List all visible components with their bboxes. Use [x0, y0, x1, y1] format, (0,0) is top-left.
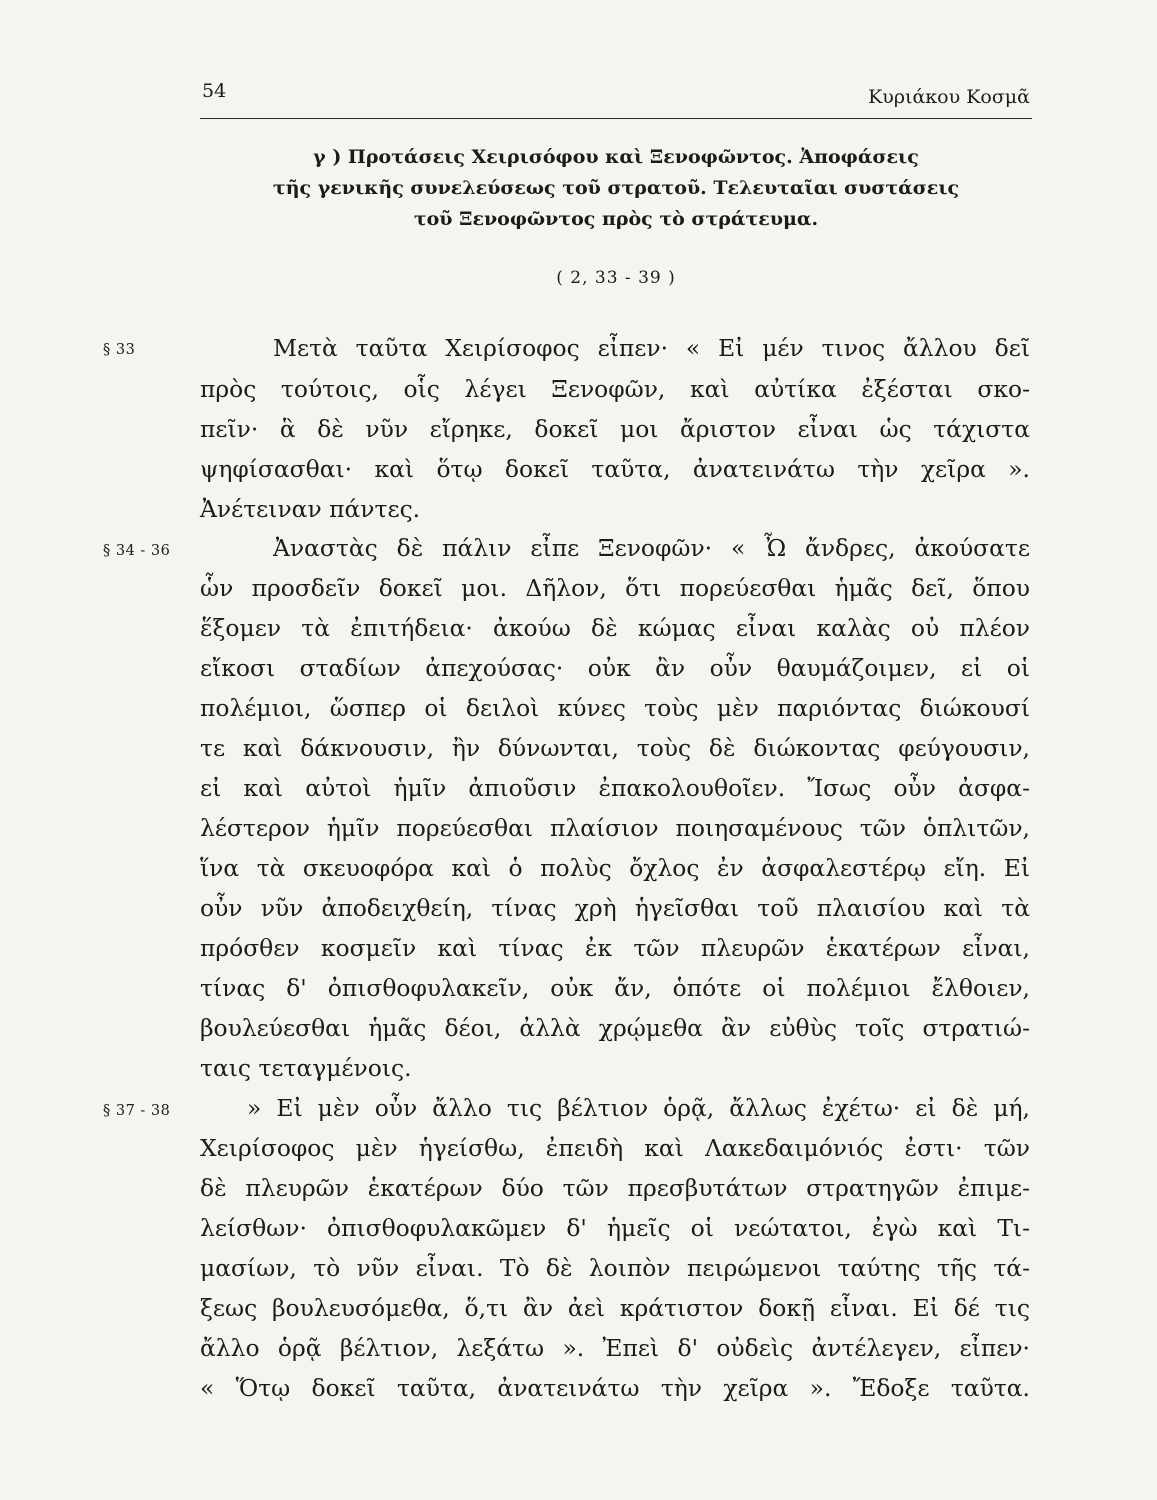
heading-line: τῆς γενικῆς συνελεύσεως τοῦ στρατοῦ. Τελευταῖαι συστάσεις [272, 177, 960, 199]
text-line: ὧν προσδεῖν δοκεῖ μοι. Δῆλον, ὅτι πορεύεσθαι ἡμᾶς δεῖ, ὅπου [200, 574, 1030, 602]
text-line: πρὸς τούτοις, οἷς λέγει Ξενοφῶν, καὶ αὐτίκα ἐξέσται σκο- [200, 375, 1030, 403]
page-number: 54 [202, 80, 227, 102]
text-line: πεῖν· ἃ δὲ νῦν εἴρηκε, δοκεῖ μοι ἄριστον εἶναι ὡς τάχιστα [200, 415, 1030, 443]
running-head: Κυριάκου Κοσμᾶ [868, 86, 1030, 108]
text-line: « Ὅτῳ δοκεῖ ταῦτα, ἀνατεινάτω τὴν χεῖρα ». Ἔδοξε ταῦτα. [200, 1374, 1030, 1402]
section-heading [200, 142, 1032, 235]
section-marker: § 33 [103, 342, 136, 358]
text-line: εἰ καὶ αὐτοὶ ἡμῖν ἀπιοῦσιν ἐπακολουθοῖεν. Ἴσως οὖν ἀσφα- [200, 774, 1030, 802]
text-line: Μετὰ ταῦτα Χειρίσοφος εἶπεν· « Εἰ μέν τινος ἄλλου δεῖ [273, 334, 1030, 362]
text-line: Ἀνέτειναν πάντες. [200, 495, 421, 523]
text-line: Ἀναστὰς δὲ πάλιν εἶπε Ξενοφῶν· « Ὦ ἄνδρες, ἀκούσατε [273, 534, 1030, 562]
text-line: οὖν νῦν ἀποδειχθείη, τίνας χρὴ ἡγεῖσθαι τοῦ πλαισίου καὶ τὰ [200, 894, 1030, 922]
text-line: λείσθων· ὀπισθοφυλακῶμεν δ' ἡμεῖς οἱ νεώτατοι, ἐγὼ καὶ Τι- [200, 1214, 1030, 1242]
text-line: ταις τεταγμένοις. [200, 1054, 412, 1082]
section-marker: § 34 - 36 [103, 543, 171, 559]
text-line: τε καὶ δάκνουσιν, ἢν δύνωνται, τοὺς δὲ διώκοντας φεύγουσιν, [200, 734, 1030, 762]
text-line: ξεως βουλευσόμεθα, ὅ,τι ἂν ἀεὶ κράτιστον δοκῇ εἶναι. Εἰ δέ τις [200, 1294, 1030, 1322]
page-header [200, 72, 1032, 119]
text-line: ἕξομεν τὰ ἐπιτήδεια· ἀκούω δὲ κώμας εἶναι καλὰς οὐ πλέον [200, 614, 1030, 642]
text-line: ἄλλο ὁρᾷ βέλτιον, λεξάτω ». Ἐπεὶ δ' οὐδεὶς ἀντέλεγεν, εἶπεν· [200, 1334, 1030, 1362]
text-line: δὲ πλευρῶν ἑκατέρων δύο τῶν πρεσβυτάτων στρατηγῶν ἐπιμε- [200, 1174, 1030, 1202]
text-line: μασίων, τὸ νῦν εἶναι. Τὸ δὲ λοιπὸν πειρώμενοι ταύτης τῆς τά- [200, 1254, 1030, 1282]
passage-reference: ( 2, 33 - 39 ) [556, 268, 676, 288]
section-marker: § 37 - 38 [103, 1103, 171, 1119]
text-line: ψηφίσασθαι· καὶ ὅτῳ δοκεῖ ταῦτα, ἀνατεινάτω τὴν χεῖρα ». [200, 455, 1030, 483]
text-line: πολέμιοι, ὥσπερ οἱ δειλοὶ κύνες τοὺς μὲν παριόντας διώκουσί [200, 694, 1030, 722]
text-line: εἴκοσι σταδίων ἀπεχούσας· οὐκ ἂν οὖν θαυμάζοιμεν, εἰ οἱ [200, 654, 1030, 682]
heading-line: γ ) Προτάσεις Χειρισόφου καὶ Ξενοφῶντος. Ἀποφάσεις [313, 146, 919, 168]
text-line: τίνας δ' ὀπισθοφυλακεῖν, οὐκ ἄν, ὁπότε οἱ πολέμιοι ἔλθοιεν, [200, 974, 1030, 1002]
text-line: πρόσθεν κοσμεῖν καὶ τίνας ἐκ τῶν πλευρῶν ἑκατέρων εἶναι, [200, 934, 1030, 962]
text-line: ἵνα τὰ σκευοφόρα καὶ ὁ πολὺς ὄχλος ἐν ἀσφαλεστέρῳ εἴη. Εἰ [200, 854, 1030, 882]
text-line: βουλεύεσθαι ἡμᾶς δέοι, ἀλλὰ χρῴμεθα ἂν εὐθὺς τοῖς στρατιώ- [200, 1014, 1030, 1042]
text-line: λέστερον ἡμῖν πορεύεσθαι πλαίσιον ποιησαμένους τῶν ὁπλιτῶν, [200, 814, 1030, 842]
heading-line: τοῦ Ξενοφῶντος πρὸς τὸ στράτευμα. [413, 208, 819, 230]
text-line: » Εἰ μὲν οὖν ἄλλο τις βέλτιον ὁρᾷ, ἄλλως ἐχέτω· εἰ δὲ μή, [247, 1094, 1030, 1122]
text-line: Χειρίσοφος μὲν ἡγείσθω, ἐπειδὴ καὶ Λακεδαιμόνιός ἐστι· τῶν [200, 1134, 1030, 1162]
